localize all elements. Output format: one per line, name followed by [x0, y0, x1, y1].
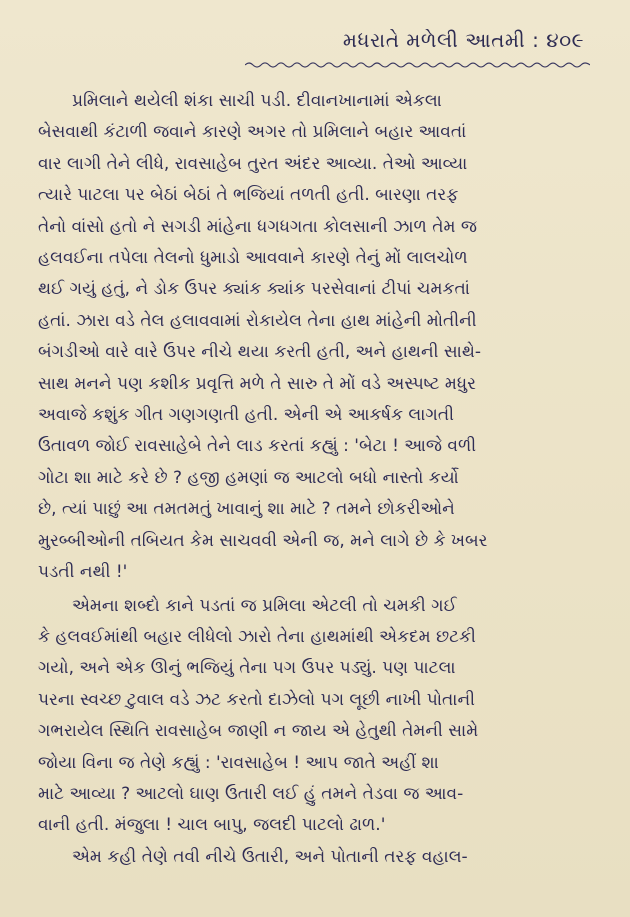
text-line: પરના સ્વચ્છ ટુવાલ વડે ઝટ કરતો દાઝેલો પગ લૂછી નાખી પોતાની [38, 689, 475, 710]
text-line: તેનો વાંસો હતો ને સગડી માંહેના ધગધગતા કોલસાની ઝાળ તેમ જ [38, 216, 477, 237]
text-line: સાથ મનને પણ કશીક પ્રવૃત્તિ મળે તે સારુ તે મોં વડે અસ્પષ્ટ મધુર [38, 373, 476, 394]
text-line: પ્રમિલાને થયેલી શંકા સાચી પડી. દીવાનખાનામાં એકલા [72, 91, 442, 111]
text-line: બેસવાથી કંટાળી જવાને કારણે અગર તો પ્રમિલાને બહાર આવતાં [38, 122, 467, 143]
running-title: મધરાતે મળેલી આતમી : ૪૦૯ [342, 28, 584, 52]
text-line: ગયો, અને એક ઊનું ભજિયું તેના પગ ઉપર પડ્યું. પણ પાટલા [38, 658, 456, 679]
text-line: માટે આવ્યા ? આટલો ઘાણ ઉતારી લઈ હું તમને તેડવા જ આવ- [38, 783, 464, 804]
text-line: ઉતાવળ જોઈ રાવસાહેબે તેને લાડ કરતાં કહ્યું : 'બેટા ! આજે વળી [38, 436, 477, 457]
text-line: મુરબ્બીઓની તબિયત કેમ સાચવવી એની જ, મને લાગે છે કે ખબર [38, 530, 488, 551]
text-line: ગભરાયેલ સ્થિતિ રાવસાહેબ જાણી ન જાય એ હેતુથી તેમની સામે [38, 721, 479, 742]
body-text [38, 86, 594, 873]
text-line: ગોટા શા માટે કરે છે ? હજી હમણાં જ આટલો બધો નાસ્તો કર્યો [38, 467, 459, 488]
text-line: અવાજે કશુંક ગીત ગણગણતી હતી. એની એ આકર્ષક લાગતી [38, 405, 454, 426]
text-line: થઈ ગયું હતું, ને ડોક ઉપર ક્યાંક ક્યાંક પરસેવાનાં ટીપાં ચમકતાં [38, 279, 470, 300]
text-line: વાની હતી. મંજુલા ! ચાલ બાપુ, જલદી પાટલો ઢાળ.' [38, 815, 386, 836]
text-line: બંગડીઓ વારે વારે ઉપર નીચે થયા કરતી હતી, અને હાથની સાથે- [38, 342, 482, 363]
text-line: ત્યારે પાટલા પર બેઠાં બેઠાં તે ભજિયાં તળતી હતી. બારણા તરફ [38, 185, 459, 206]
text-line: હલવઈના તપેલા તેલનો ધુમાડો આવવાને કારણે તેનું મોં લાલચોળ [38, 248, 468, 269]
text-line: હતાં. ઝારા વડે તેલ હલાવવામાં રોકાયેલ તેના હાથ માંહેની મોતીની [38, 310, 477, 331]
text-line: કે હલવઈમાંથી બહાર લીધેલો ઝારો તેના હાથમાંથી એકદમ છટકી [38, 626, 476, 647]
text-line: એમના શબ્દો કાને પડતાં જ પ્રમિલા એટલી તો ચમકી ગઈ [72, 595, 457, 616]
text-line: જોયા વિના જ તેણે કહ્યું : 'રાવસાહેબ ! આપ જાતે અહીં શા [38, 752, 439, 773]
page-header [0, 22, 630, 68]
text-line: એમ કહી તેણે તવી નીચે ઉતારી, અને પોતાની તરફ વહાલ- [72, 846, 468, 867]
header-wavy-rule [245, 60, 590, 70]
text-line: છે, ત્યાં પાછું આ તમતમતું ખાવાનું શા માટે ? તમને છોકરીઓને [38, 499, 455, 520]
text-line: વાર લાગી તેને લીધે, રાવસાહેબ તુરત અંદર આવ્યા. તેઓ આવ્યા [38, 153, 468, 174]
text-line: પડતી નથી !' [38, 562, 128, 583]
